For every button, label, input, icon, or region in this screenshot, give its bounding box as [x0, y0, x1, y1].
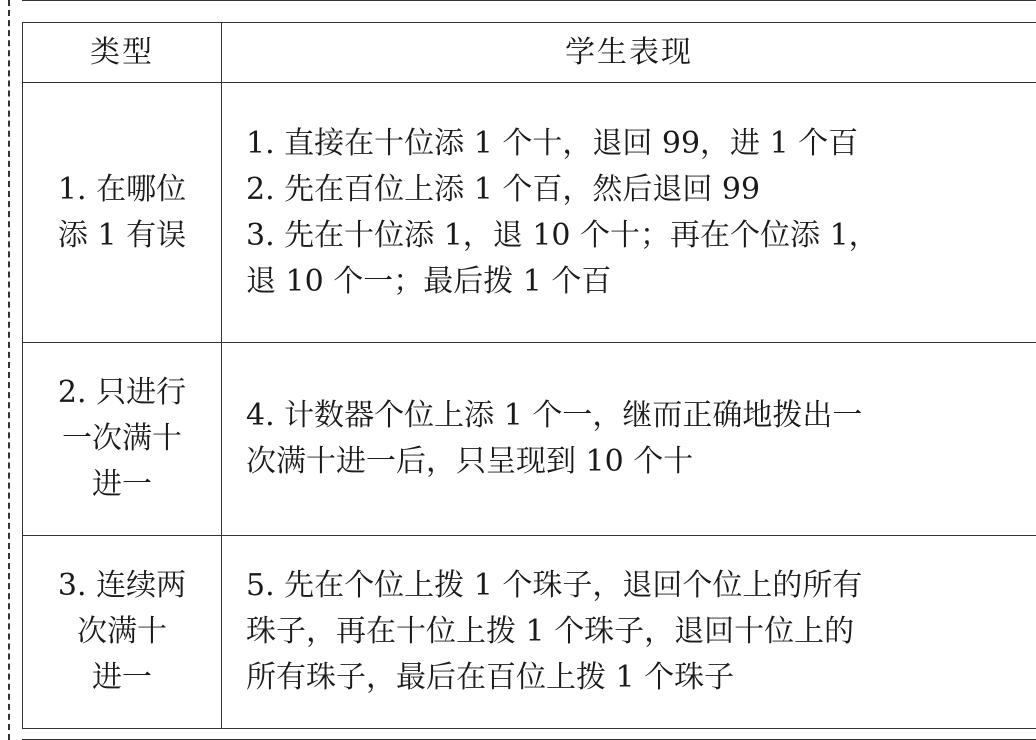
header-performance: 学生表现: [222, 23, 1036, 83]
performance-text-line: 1. 直接在十位添 1 个十，退回 99，进 1 个百: [246, 125, 859, 161]
performance-text-line: 所有珠子，最后在百位上拨 1 个珠子: [246, 660, 735, 695]
header-type: 类型: [23, 23, 222, 83]
type-text-line: 进一: [92, 660, 152, 695]
top-rule: [22, 0, 1036, 1]
type-text-line: 1. 在哪位: [57, 171, 187, 207]
performance-text-line: 3. 先在十位添 1，退 10 个十；再在个位添 1，: [246, 217, 879, 253]
type-cell: [23, 83, 222, 343]
type-text-line: 次满十: [77, 614, 167, 649]
type-text-line: 添 1 有误: [57, 217, 187, 253]
type-text-line: 一次满十: [62, 421, 182, 456]
type-cell: [23, 536, 222, 729]
type-cell: [23, 343, 222, 536]
performance-text-line: 2. 先在百位上添 1 个百，然后退回 99: [246, 171, 761, 207]
performance-text-line: 退 10 个一；最后拨 1 个百: [246, 263, 612, 299]
table-row: [23, 536, 1036, 729]
performance-cell: [222, 343, 1036, 536]
type-text-line: 2. 只进行: [57, 375, 187, 410]
student-performance-table: [22, 22, 1036, 729]
performance-cell: [222, 83, 1036, 343]
table-row: [23, 83, 1036, 343]
performance-text-line: 次满十进一后，只呈现到 10 个十: [246, 444, 694, 479]
performance-text-line: 珠子，再在十位上拨 1 个珠子，退回十位上的: [246, 614, 855, 649]
performance-text-line: 5. 先在个位上拨 1 个珠子，退回个位上的所有: [246, 568, 863, 603]
performance-text-line: 4. 计数器个位上添 1 个一，继而正确地拨出一: [246, 398, 863, 433]
type-text-line: 进一: [92, 467, 152, 502]
table-header-row: [23, 23, 1036, 83]
table-row: [23, 343, 1036, 536]
type-text-line: 3. 连续两: [57, 568, 187, 603]
dashed-binding-line: [8, 0, 10, 740]
performance-cell: [222, 536, 1036, 729]
